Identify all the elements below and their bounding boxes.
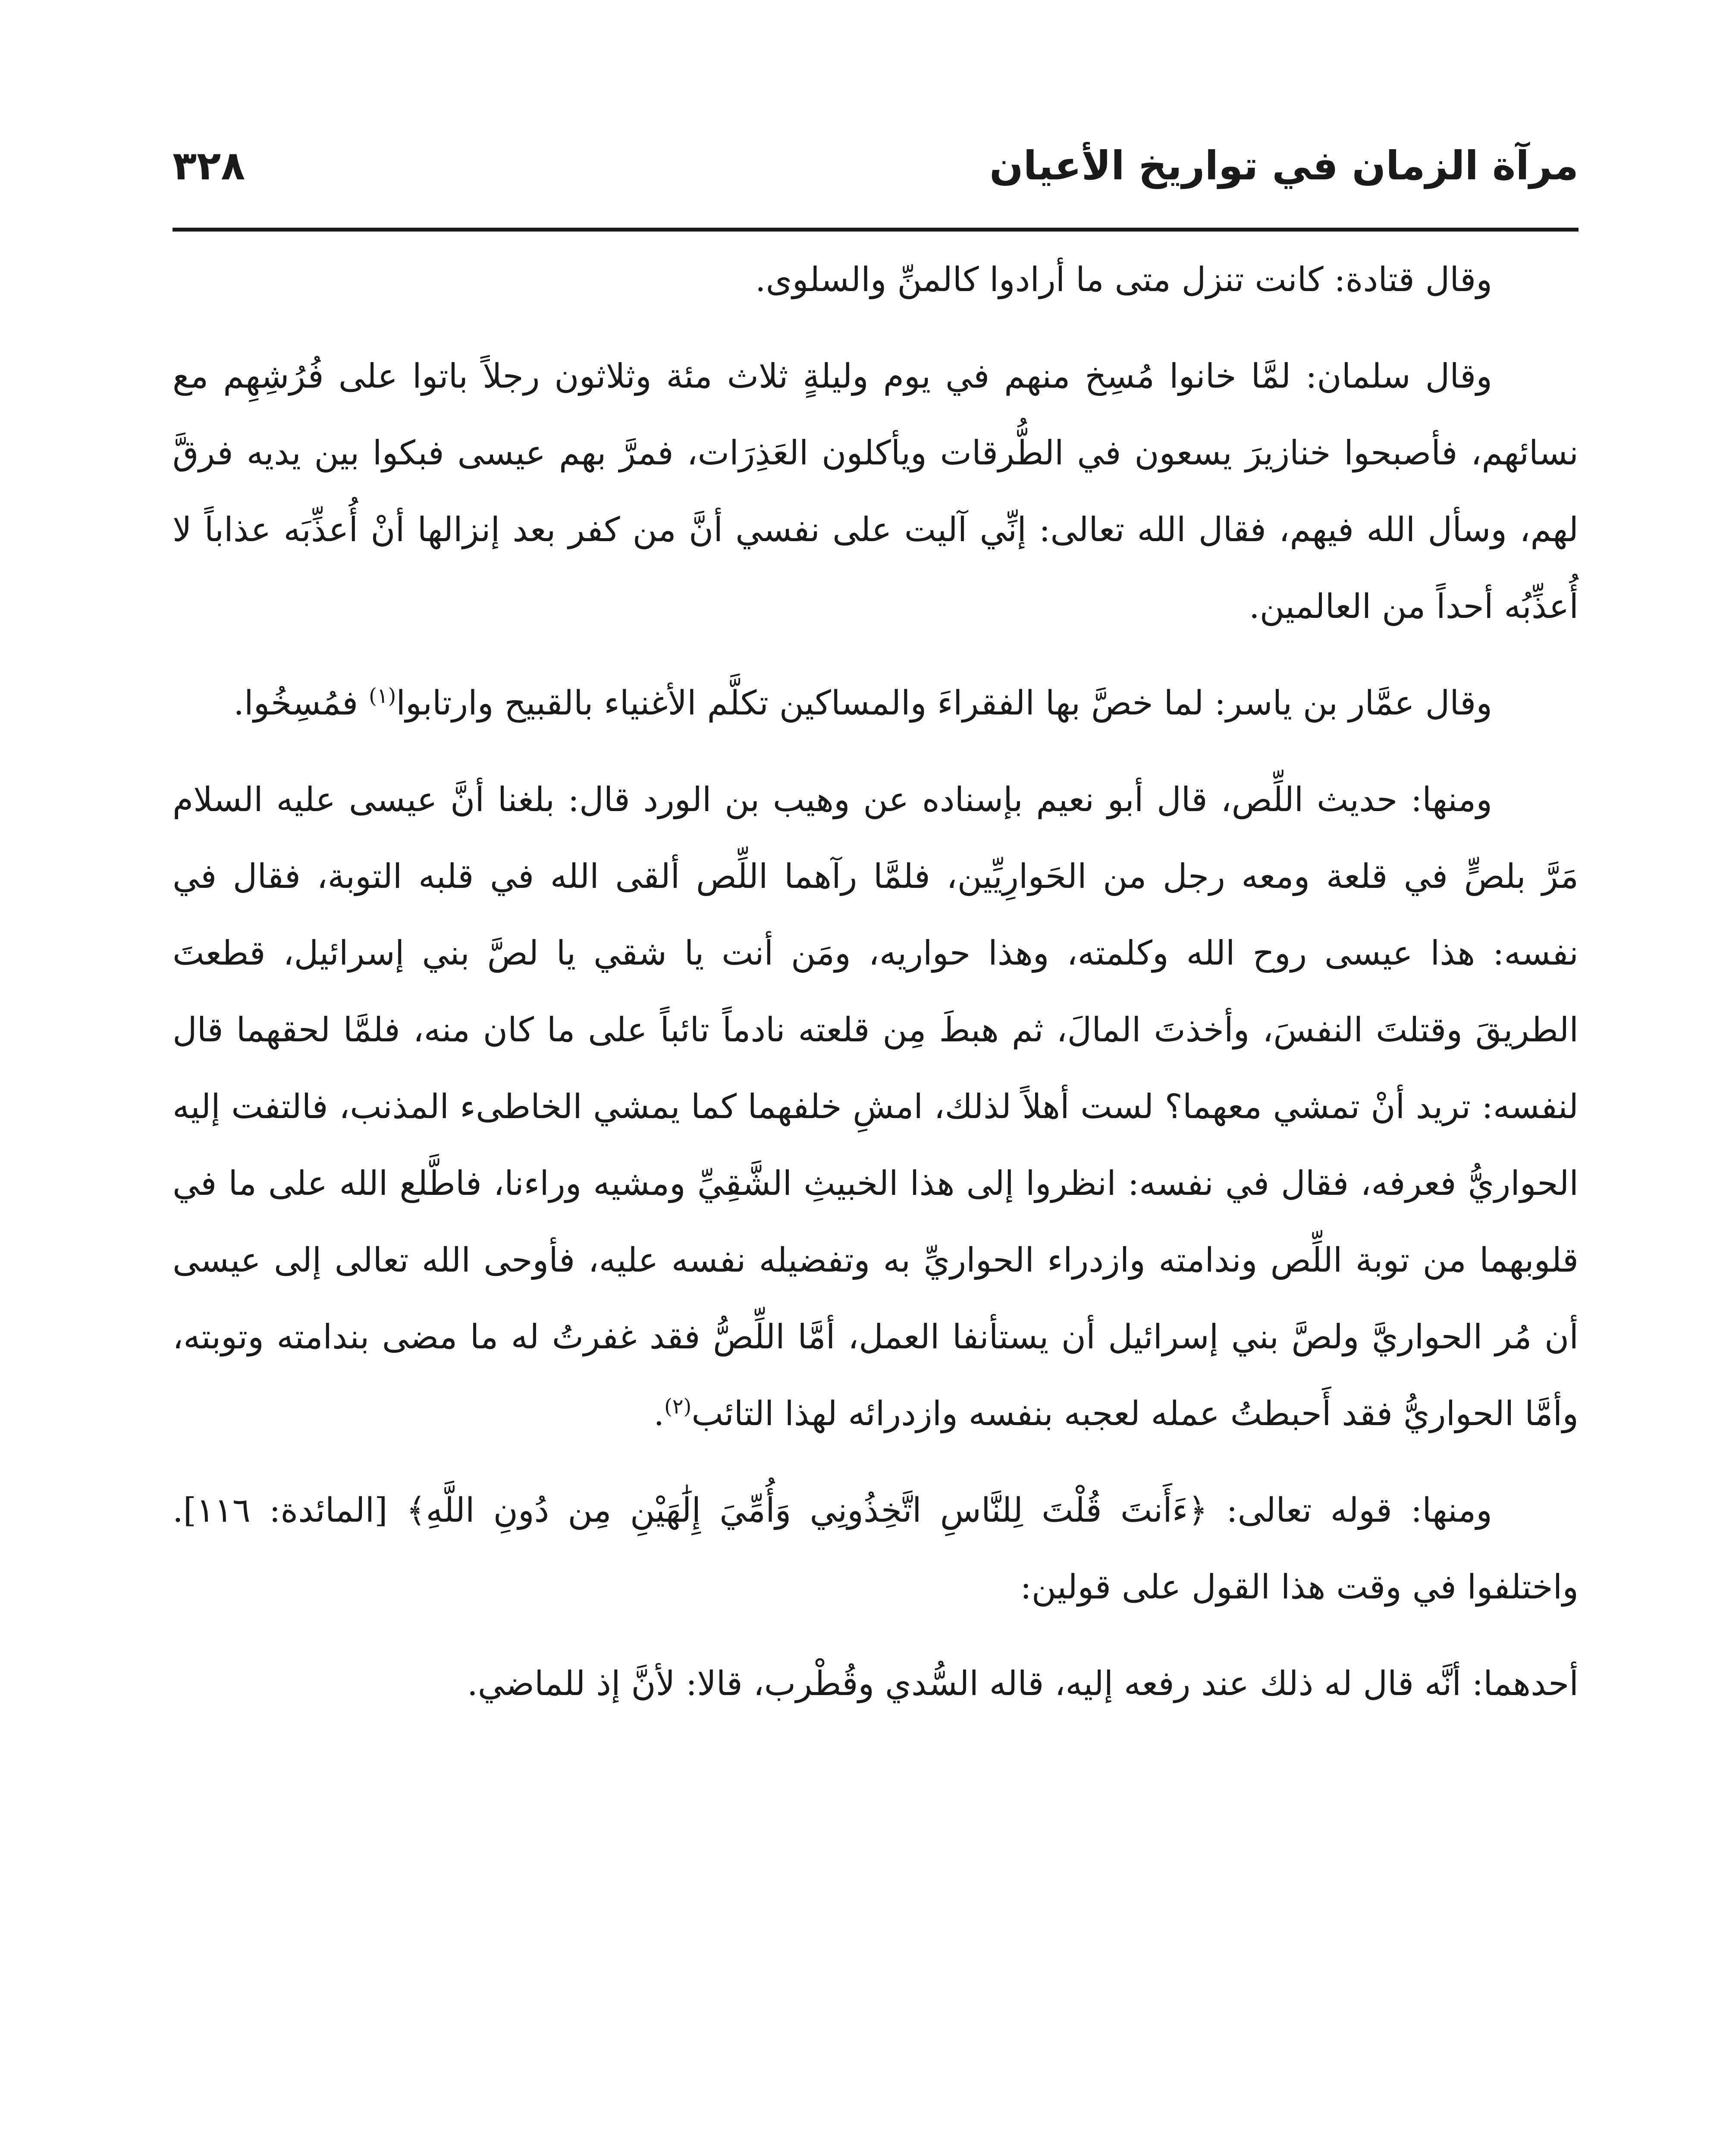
paragraph-text: وقال قتادة: كانت تنزل متى ما أرادوا كالمنِّ والسلوى. [755,260,1492,299]
paragraph-text: أحدهما: أنَّه قال له ذلك عند رفعه إليه، قاله السُّدي وقُطْرب، قالا: لأنَّ إذ للماضي. [467,1664,1579,1703]
footnote-reference: (٢) [664,1395,692,1419]
footnote-reference: (١) [369,684,396,708]
page-number: ٣٢٨ [173,143,245,189]
paragraph-text: ومنها: حديث اللِّص، قال أبو نعيم بإسناده عن وهيب بن الورد قال: بلغنا أنَّ عيسى عليه السلام مَرَّ بلصٍّ في قلعة ومعه رجل من الحَوارِيِّين، فلمَّا رآهما اللِّص ألقى الله في قلبه التوبة، فقال في نفسه: هذا عيسى روح الله وكلمته، وهذا حواريه، ومَن أنت يا شقي يا لصَّ بني إسرائيل، قطعتَ الطريقَ وقتلتَ النفسَ، وأخذتَ المالَ، ثم هبطَ مِن قلعته نادماً تائباً على ما كان منه، فلمَّا لحقهما قال لنفسه: تريد أنْ تمشي معهما؟ لست أهلاً لذلك، امشِ خلفهما كما يمشي الخاطىء المذنب، فالتفت إليه الحواريُّ فعرفه، فقال في نفسه: انظروا إلى هذا الخبيثِ الشَّقِيِّ ومشيه وراءنا، فاطَّلع الله على ما في قلوبهما من توبة اللِّص وندامته وازدراء الحواريِّ به وتفضيله نفسه عليه، فأوحى الله تعالى إلى عيسى أن مُر الحواريَّ ولصَّ بني إسرائيل أن يستأنفا العمل، أمَّا اللِّصُّ فقد غفرتُ له ما مضى بندامته وتوبته، وأمَّا الحواريُّ فقد أَحبطتُ عمله لعجبه بنفسه وازدرائه لهذا التائب [173,780,1579,1433]
running-header [173,129,1579,203]
paragraph-text: . [653,1395,665,1433]
paragraph [173,761,1579,1452]
paragraph-text: وقال سلمان: لمَّا خانوا مُسِخ منهم في يوم وليلةٍ ثلاث مئة وثلاثون رجلاً باتوا على فُرُشِهِم مع نسائهم، فأصبحوا خنازيرَ يسعون في الطُّرقات ويأكلون العَذِرَات، فمرَّ بهم عيسى فبكوا بين يديه فرقَّ لهم، وسأل الله فيهم، فقال الله تعالى: إنِّي آليت على نفسي أنَّ من كفر بعد إنزالها أنْ أُعذِّبَه عذاباً لا أُعذِّبُه أحداً من العالمين. [173,357,1579,626]
book-title: مرآة الزمان في تواريخ الأعيان [989,143,1579,189]
paragraph-text: فمُسِخُوا. [233,684,369,723]
header-rule [173,228,1579,232]
paragraph-text: [المائدة: ١١٦]. واختلفوا في وقت هذا القول على قولين: [173,1491,1579,1607]
paragraph [173,1472,1579,1626]
paragraph [173,338,1579,645]
main-text [173,241,1579,1742]
paragraph-text: وقال عمَّار بن ياسر: لما خصَّ بها الفقراءَ والمساكين تكلَّم الأغنياء بالقبيح وارتابوا [396,684,1492,723]
quran-quote: ﴿ءَأَنتَ قُلْتَ لِلنَّاسِ اتَّخِذُونِي وَأُمِّيَ إِلَٰهَيْنِ مِن دُونِ اللَّهِ﴾ [406,1491,1208,1530]
paragraph [173,1645,1579,1722]
paragraph-text: ومنها: قوله تعالى: [1208,1491,1492,1530]
paragraph [173,665,1579,742]
paragraph [173,241,1579,318]
